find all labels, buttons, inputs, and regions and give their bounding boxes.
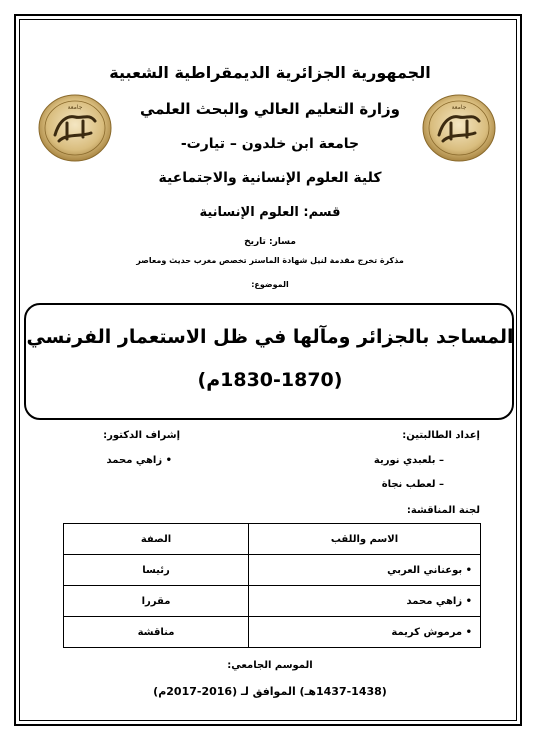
track-name: مسار: تاريخ	[244, 237, 296, 247]
university-name: جامعة ابن خلدون – تيارت-	[180, 136, 360, 152]
header-name: الاسم واللقب	[249, 524, 481, 555]
jury-member-role: مناقشة	[64, 617, 249, 648]
jury-member-name: • بوعناني العربي	[249, 555, 481, 586]
academic-year-value: (1437-1438هـ) الموافق لـ (2016-2017م)	[153, 685, 387, 698]
jury-table	[63, 523, 481, 648]
table-header-row	[64, 524, 481, 555]
seal-text: جامعة	[67, 104, 83, 111]
header-role: الصفة	[64, 524, 249, 555]
jury-member-role: مقررا	[64, 586, 249, 617]
jury-member-name: • زاهي محمد	[249, 586, 481, 617]
jury-label: لجنة المناقشة:	[406, 505, 480, 516]
student-name-1: – بلعبدي نورية	[373, 455, 444, 466]
table-row	[64, 586, 481, 617]
jury-member-role: رئيسا	[64, 555, 249, 586]
students-label: إعداد الطالبتين:	[402, 430, 480, 441]
thesis-title: المساجد بالجزائر ومآلها في ظل الاستعمار الفرنسي	[26, 326, 514, 348]
subject-label: الموضوع:	[251, 280, 289, 289]
title-box	[24, 303, 514, 420]
table-row	[64, 555, 481, 586]
faculty-name: كلية العلوم الإنسانية والاجتماعية	[158, 170, 382, 186]
republic-name: الجمهورية الجزائرية الديمقراطية الشعبية	[109, 63, 431, 82]
supervisor-name: • زاهي محمد	[106, 455, 172, 466]
supervisor-label: إشراف الدكتور:	[103, 430, 180, 441]
department-name: قسم: العلوم الإنسانية	[199, 205, 341, 220]
ministry-name: وزارة التعليم العالي والبحث العلمي	[139, 100, 401, 118]
jury-member-name: • مرموش كريمة	[249, 617, 481, 648]
seal-text: جامعة	[451, 104, 467, 111]
memo-description: مذكرة تخرج مقدمة لنيل شهادة الماستر تخصص مغرب حديث ومعاصر	[136, 256, 404, 265]
academic-year-label: الموسم الجامعي:	[227, 660, 313, 671]
student-name-2: – لعطب نجاة	[381, 479, 444, 490]
table-row	[64, 617, 481, 648]
thesis-dates: (1830-1870م)	[197, 369, 343, 391]
